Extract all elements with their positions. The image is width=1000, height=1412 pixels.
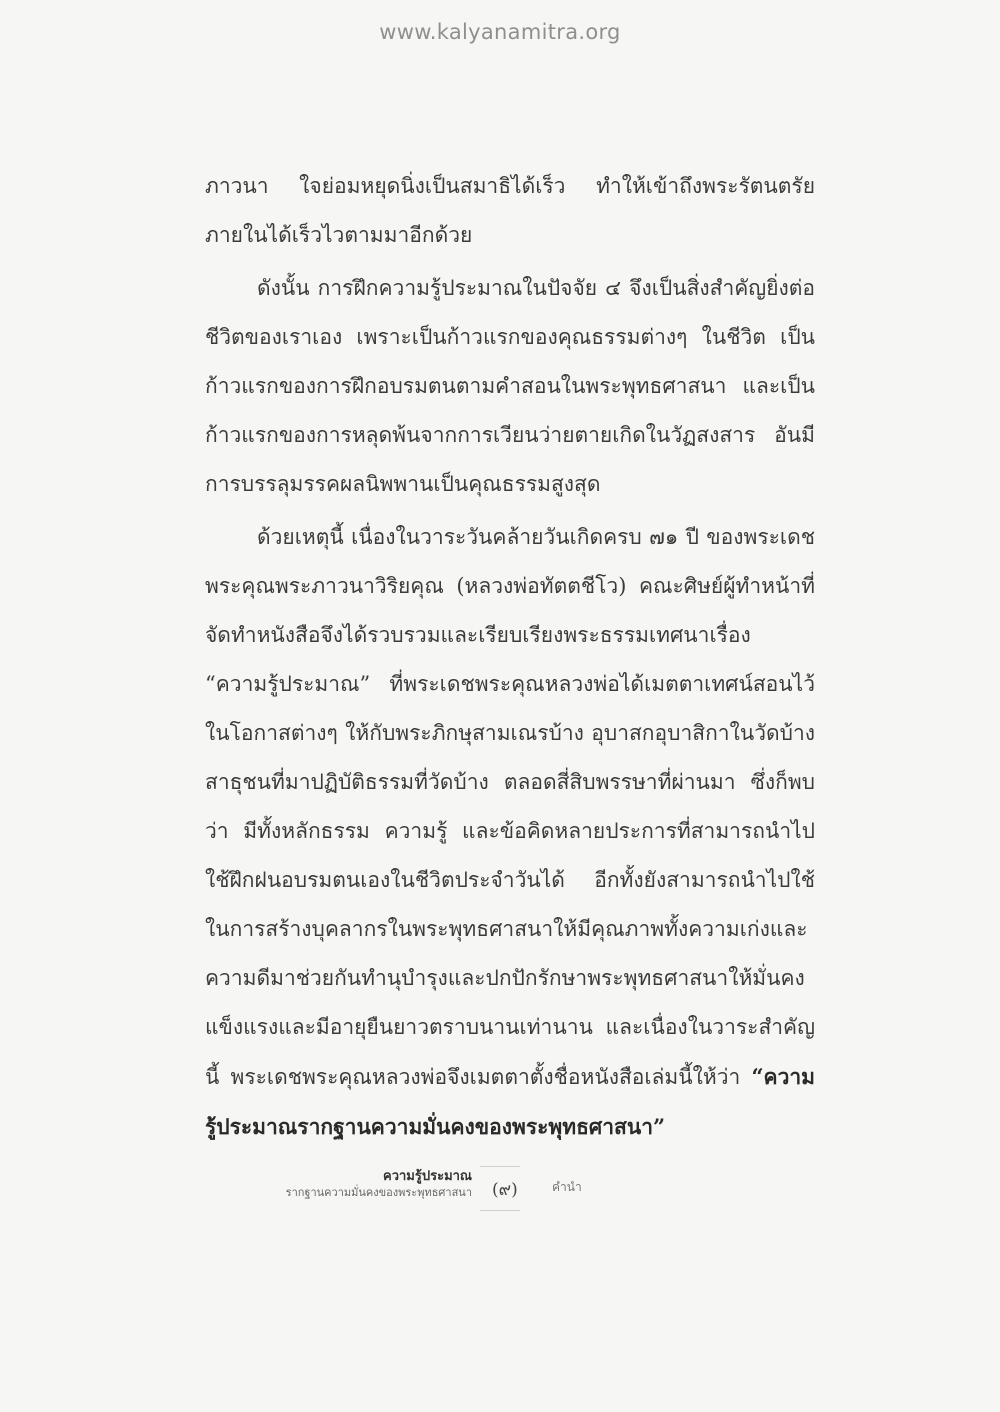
footer-book-title-main: ความรู้ประมาณ: [383, 1169, 472, 1184]
paragraph-book-origin: [205, 513, 815, 1152]
body-text: [205, 162, 815, 1156]
page-number: (๙): [492, 1180, 518, 1200]
footer-divider-bottom: [480, 1210, 520, 1211]
page-footer: [200, 1160, 800, 1220]
book-title-emphasis: “ความรู้ประมาณรากฐานความมั่นคงของพระพุทธศาสนา”: [205, 1064, 815, 1139]
paragraph-continuation: ภาวนา ใจย่อมหยุดนิ่งเป็นสมาธิได้เร็ว ทำให้เข้าถึงพระรัตนตรัยภายในได้เร็วไวตามมาอีกด้วย: [205, 174, 815, 247]
footer-book-subtitle: รากฐานความมั่นคงของพระพุทธศาสนา: [285, 1186, 472, 1199]
footer-divider-top: [480, 1166, 520, 1167]
footer-section-label: คำนำ: [552, 1180, 582, 1194]
paragraph-book-origin-text: ด้วยเหตุนี้ เนื่องในวาระวันคล้ายวันเกิดครบ ๗๑ ปี ของพระเดชพระคุณพระภาวนาวิริยคุณ (หลวงพ่อทัตตชีโว) คณะศิษย์ผู้ทำหน้าที่จัดทำหนังสือจึงได้รวบรวมและเรียบเรียงพระธรรมเทศนาเรื่อง “ความรู้ประมาณ” ที่พระเดชพระคุณหลวงพ่อได้เมตตาเทศน์สอนไว้ในโอกาสต่างๆ ให้กับพระภิกษุสามเณรบ้าง อุบาสกอุบาสิกาในวัดบ้าง สาธุชนที่มาปฏิบัติธรรมที่วัดบ้าง ตลอดสี่สิบพรรษาที่ผ่านมา ซึ่งก็พบว่า มีทั้งหลักธรรม ความรู้ และข้อคิดหลายประการที่สามารถนำไปใช้ฝึกฝนอบรมตนเองในชีวิตประจำวันได้ อีกทั้งยังสามารถนำไปใช้ในการสร้างบุคลากรในพระพุทธศาสนาให้มีคุณภาพทั้งความเก่งและความดีมาช่วยกันทำนุบำรุงและปกปักรักษาพระพุทธศาสนาให้มั่นคงแข็งแรงและมีอายุยืนยาวตราบนานเท่านาน และเนื่องในวาระสำคัญนี้ พระเดชพระคุณหลวงพ่อจึงเมตตาตั้งชื่อหนังสือเล่มนี้ให้ว่า: [205, 525, 815, 1089]
footer-book-title: [286, 1168, 472, 1200]
site-url-header: www.kalyanamitra.org: [379, 20, 621, 44]
paragraph-practice-importance: ดังนั้น การฝึกความรู้ประมาณในปัจจัย ๔ จึงเป็นสิ่งสำคัญยิ่งต่อชีวิตของเราเอง เพราะเป็นก้าวแรกของคุณธรรมต่างๆ ในชีวิต เป็นก้าวแรกของการฝึกอบรมตนตามคำสอนในพระพุทธศาสนา และเป็นก้าวแรกของการหลุดพ้นจากการเวียนว่ายตายเกิดในวัฏสงสาร อันมีการบรรลุมรรคผลนิพพานเป็นคุณธรรมสูงสุด: [205, 276, 815, 496]
